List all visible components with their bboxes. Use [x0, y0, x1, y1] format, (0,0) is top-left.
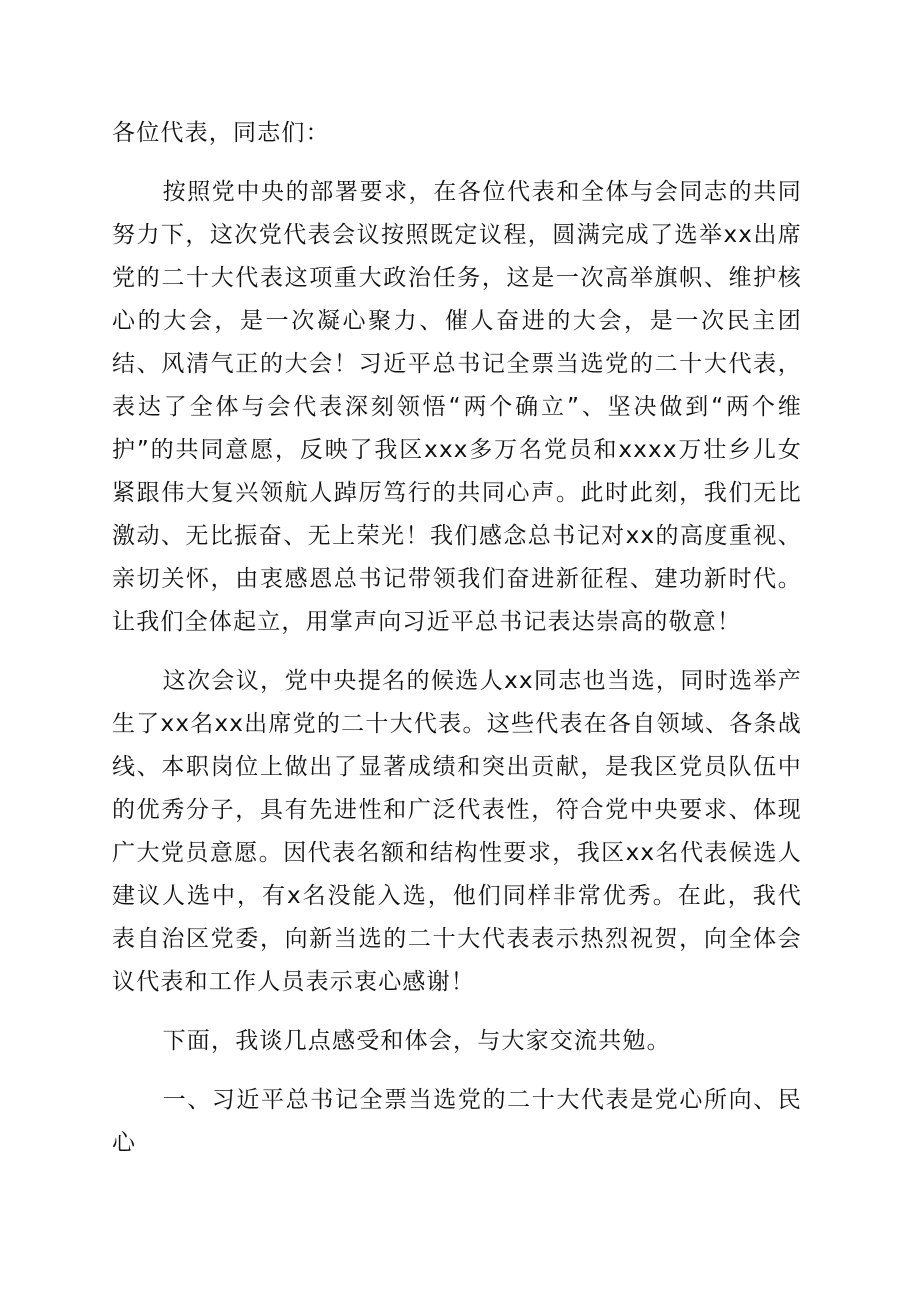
paragraph-election-summary: 按照党中央的部署要求，在各位代表和全体与会同志的共同努力下，这次党代表会议按照既定议程，圆满完成了选举xx出席党的二十大代表这项重大政治任务，这是一次高举旗帜、维护核心的大会，是一次凝心聚力、催人奋进的大会，是一次民主团结、风清气正的大会！习近平总书记全票当选党的二十大代表，表达了全体与会代表深刻领悟“两个确立”、坚决做到“两个维护”的共同意愿，反映了我区xxx多万名党员和xxxx万壮乡儿女紧跟伟大复兴领航人踔厉笃行的共同心声。此时此刻，我们无比激动、无比振奋、无上荣光！我们感念总书记对xx的高度重视、亲切关怀，由衷感恩总书记带领我们奋进新征程、建功新时代。让我们全体起立，用掌声向习近平总书记表达崇高的敬意！: [112, 179, 802, 635]
greeting: 各位代表，同志们：: [112, 120, 330, 146]
paragraph-delegates: 这次会议，党中央提名的候选人xx同志也当选，同时选举产生了xx名xx出席党的二十大代表。这些代表在各自领域、各条战线、本职岗位上做出了显著成绩和突出贡献，是我区党员队伍中的优秀分子，具有先进性和广泛代表性，符合党中央要求、体现广大党员意愿。因代表名额和结构性要求，我区xx名代表候选人建议人选中，有x名没能入选，他们同样非常优秀。在此，我代表自治区党委，向新当选的二十大代表表示热烈祝贺，向全体会议代表和工作人员表示衷心感谢！: [112, 668, 802, 995]
document-body: [112, 112, 802, 1181]
paragraph-transition: 下面，我谈几点感受和体会，与大家交流共勉。: [162, 1028, 671, 1054]
section-heading-one: 一、习近平总书记全票当选党的二十大代表是党心所向、民心: [112, 1087, 802, 1156]
